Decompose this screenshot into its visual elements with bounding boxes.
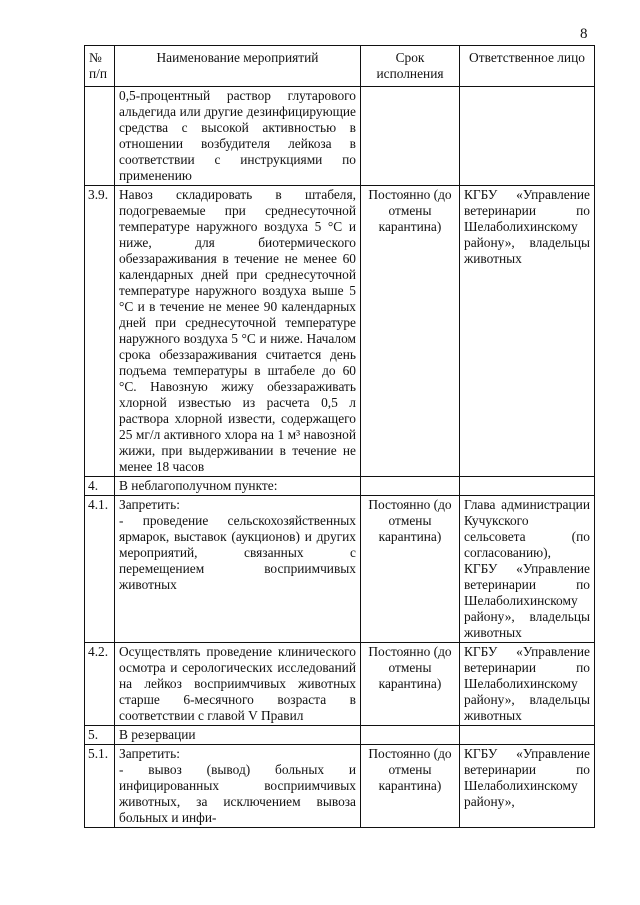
row-text-lead: Запретить:: [119, 746, 180, 761]
row-text: [115, 496, 361, 643]
row-responsible: КГБУ «Управление ветеринарии по Шелаболихинскому району», владельцы животных: [460, 643, 595, 726]
header-responsible: Ответственное лицо: [460, 46, 595, 87]
table-row: [85, 745, 595, 828]
row-text-lead: Запретить:: [119, 497, 180, 512]
row-num: 3.9.: [85, 186, 115, 477]
row-text: В резервации: [115, 726, 361, 745]
header-name: Наименование мероприятий: [115, 46, 361, 87]
row-responsible: [460, 496, 595, 643]
table-row: [85, 186, 595, 477]
row-text: 0,5-процентный раствор глутарового альдегида или другие дезинфицирующие средства с высокой активностью в отношении возбудителя лейкоза в соответствии с инструкциями по применению: [115, 87, 361, 186]
row-text-item: - вывоз (вывод) больных и инфицированных восприимчивых животных, за исключением вывоза больных и инфи-: [119, 762, 356, 825]
row-responsible: [460, 87, 595, 186]
row-text: Осуществлять проведение клинического осмотра и серологических исследований на лейкоз восприимчивых животных старше 6-месячного возраста в соответствии с главой V Правил: [115, 643, 361, 726]
row-term: [361, 726, 460, 745]
row-text: [115, 745, 361, 828]
row-num: 5.: [85, 726, 115, 745]
page-number: 8: [580, 26, 588, 42]
row-term: Постоянно (до отмены карантина): [361, 496, 460, 643]
row-responsible: [460, 726, 595, 745]
row-num: 4.1.: [85, 496, 115, 643]
table-row: [85, 87, 595, 186]
header-term: Срок исполнения: [361, 46, 460, 87]
row-num: [85, 87, 115, 186]
measures-table: [84, 45, 595, 828]
row-num: 4.2.: [85, 643, 115, 726]
table-row: [85, 477, 595, 496]
row-responsible: КГБУ «Управление ветеринарии по Шелаболихинскому району», владельцы животных: [460, 186, 595, 477]
row-text: В неблагополучном пункте:: [115, 477, 361, 496]
table-row: [85, 496, 595, 643]
row-term: [361, 477, 460, 496]
row-term: Постоянно (до отмены карантина): [361, 643, 460, 726]
row-term: Постоянно (до отмены карантина): [361, 186, 460, 477]
row-responsible: КГБУ «Управление ветеринарии по Шелаболихинскому району»,: [460, 745, 595, 828]
row-text-item: - проведение сельскохозяйственных ярмарок, выставок (аукционов) и других мероприятий, связанных с перемещением восприимчивых животных: [119, 513, 356, 592]
row-num: 4.: [85, 477, 115, 496]
row-term: Постоянно (до отмены карантина): [361, 745, 460, 828]
row-text: Навоз складировать в штабеля, подогреваемые при среднесуточной температуре наружного воздуха 5 °С и ниже, для биотермического обеззараживания в течение не менее 60 календарных дней при среднесуточной температуре наружного воздуха выше 5 °С и в течение не менее 90 календарных дней при среднесуточной температуре наружного воздуха 5 °С и ниже. Началом срока обеззараживания считается день подъема температуры в штабеле до 60 °С. Навозную жижу обеззараживать хлорной известью из расчета 0,5 л раствора хлорной извести, содержащего 25 мг/л активного хлора на 1 м³ навозной жижи, при выдерживании в течение не менее 18 часов: [115, 186, 361, 477]
header-num: № п/п: [85, 46, 115, 87]
row-responsible-first: Глава администрации Кучукского сельсовета (по согласованию),: [464, 497, 590, 560]
row-term: [361, 87, 460, 186]
table-row: [85, 726, 595, 745]
row-responsible-second: КГБУ «Управление ветеринарии по Шелаболихинскому району», владельцы животных: [464, 561, 590, 640]
row-num: 5.1.: [85, 745, 115, 828]
row-responsible: [460, 477, 595, 496]
table-row: [85, 643, 595, 726]
table-header-row: [85, 46, 595, 87]
